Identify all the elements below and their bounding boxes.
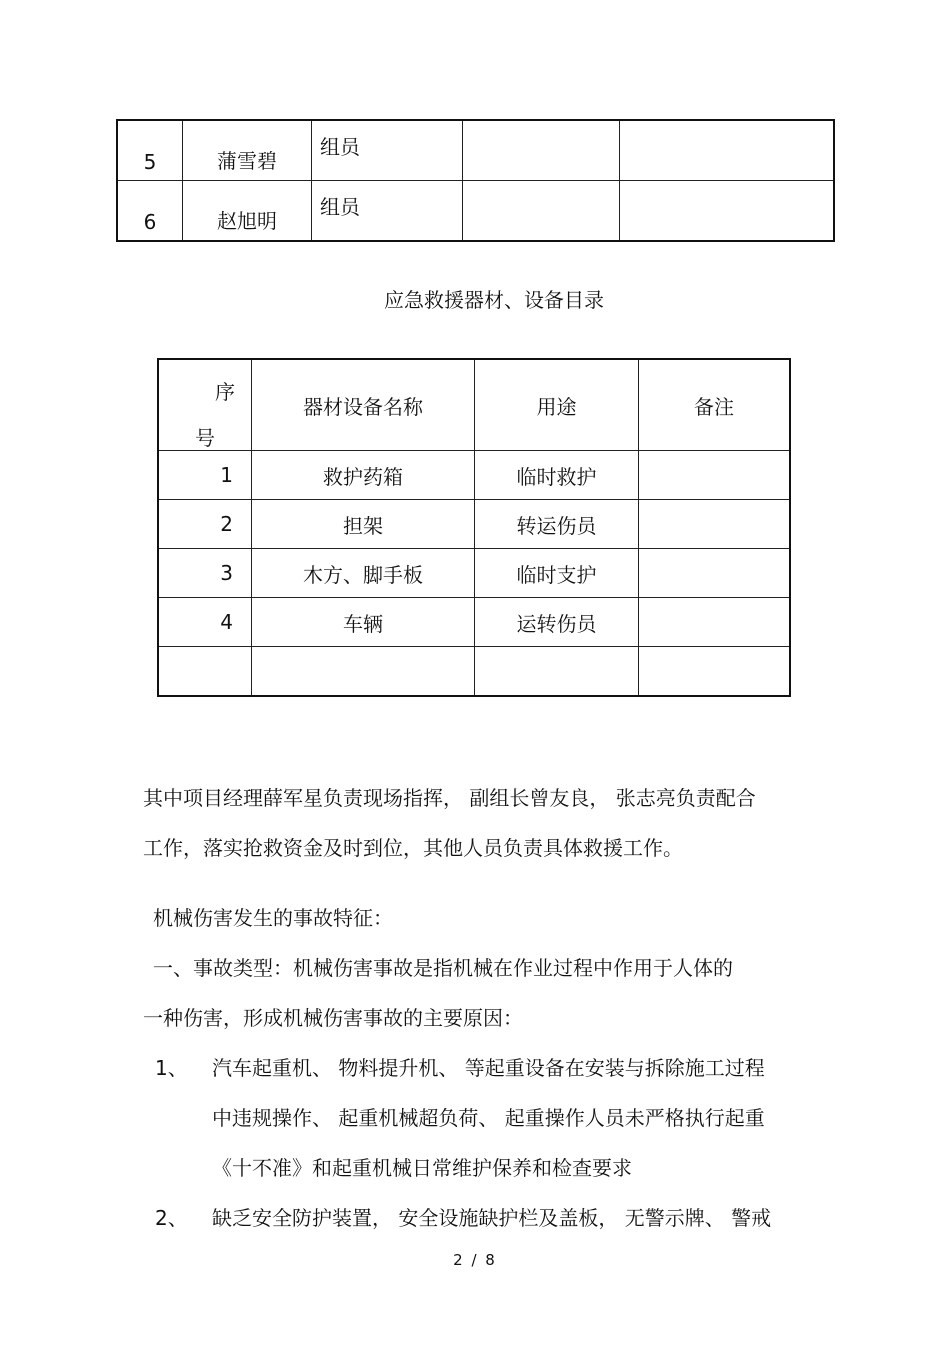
- equipment-name: 车辆: [252, 598, 475, 647]
- equipment-note: [639, 451, 791, 500]
- table-row: [117, 181, 834, 242]
- equipment-note: [639, 647, 791, 697]
- header-name: 器材设备名称: [252, 359, 475, 451]
- empty-cell: [463, 120, 620, 181]
- section-heading: 机械伤害发生的事故特征：: [153, 906, 393, 930]
- list-item-line: 中违规操作、 起重机械超负荷、 起重操作人员未严格执行起重: [212, 1106, 765, 1130]
- equipment-title: 应急救援器材、设备目录: [384, 288, 604, 312]
- equipment-use: [475, 647, 639, 697]
- paragraph-line: 其中项目经理薛军星负责现场指挥， 副组长曾友良， 张志亮负责配合: [143, 786, 756, 810]
- header-use: 用途: [475, 359, 639, 451]
- empty-cell: [620, 181, 835, 242]
- table-row: [158, 549, 790, 598]
- row-number: 4: [158, 598, 252, 647]
- member-role: 组员: [312, 181, 463, 242]
- paragraph-line: 工作，落实抢救资金及时到位，其他人员负责具体救援工作。: [143, 836, 683, 860]
- table-row: [158, 500, 790, 549]
- table-row: [158, 647, 790, 697]
- table-header-row: [158, 359, 790, 451]
- header-note: 备注: [639, 359, 791, 451]
- member-name: 赵旭明: [183, 181, 312, 242]
- row-number: 5: [117, 120, 183, 181]
- list-item-line: 《十不准》和起重机械日常维护保养和检查要求: [212, 1156, 632, 1180]
- list-item-line: 汽车起重机、 物料提升机、 等起重设备在安装与拆除施工过程: [212, 1056, 765, 1080]
- table-row: [158, 451, 790, 500]
- equipment-name: 木方、脚手板: [252, 549, 475, 598]
- equipment-name: [252, 647, 475, 697]
- row-number: 6: [117, 181, 183, 242]
- equipment-use: 临时支护: [475, 549, 639, 598]
- equipment-table: [157, 358, 791, 697]
- equipment-use: 运转伤员: [475, 598, 639, 647]
- list-item-line: 缺乏安全防护装置， 安全设施缺护栏及盖板， 无警示牌、 警戒: [212, 1206, 772, 1230]
- header-seq-top: 序: [215, 380, 235, 404]
- list-item-number: 2、: [155, 1206, 188, 1230]
- equipment-note: [639, 549, 791, 598]
- table-row: [117, 120, 834, 181]
- empty-cell: [463, 181, 620, 242]
- paragraph-line: 一种伤害，形成机械伤害事故的主要原因：: [143, 1006, 523, 1030]
- header-seq-bottom: 号: [195, 426, 215, 450]
- paragraph-line: 一、事故类型：机械伤害事故是指机械在作业过程中作用于人体的: [153, 956, 733, 980]
- table-row: [158, 598, 790, 647]
- row-number: 1: [158, 451, 252, 500]
- equipment-note: [639, 598, 791, 647]
- row-number: 3: [158, 549, 252, 598]
- members-table: [116, 119, 835, 242]
- equipment-note: [639, 500, 791, 549]
- equipment-name: 救护药箱: [252, 451, 475, 500]
- empty-cell: [620, 120, 835, 181]
- header-seq: [158, 359, 252, 451]
- member-name: 蒲雪碧: [183, 120, 312, 181]
- row-number: 2: [158, 500, 252, 549]
- list-item-number: 1、: [155, 1056, 188, 1080]
- equipment-name: 担架: [252, 500, 475, 549]
- equipment-use: 临时救护: [475, 451, 639, 500]
- row-number: [158, 647, 252, 697]
- member-role: 组员: [312, 120, 463, 181]
- page-number: 2 / 8: [453, 1251, 497, 1269]
- equipment-use: 转运伤员: [475, 500, 639, 549]
